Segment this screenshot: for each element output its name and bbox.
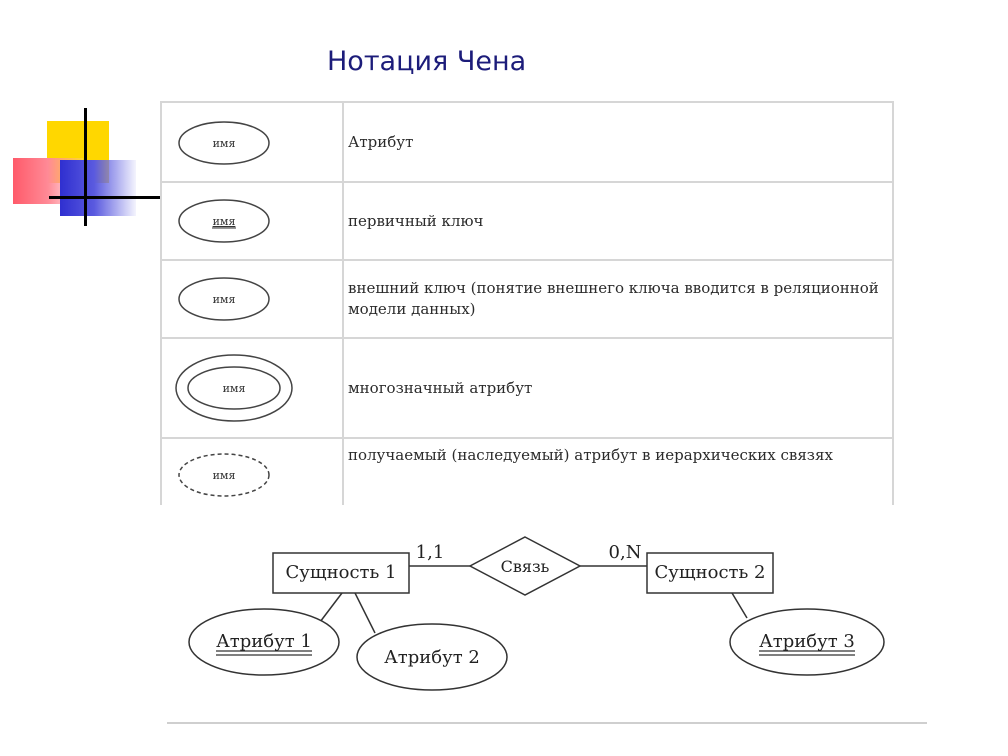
entity-1-label: Сущность 1 <box>285 562 397 583</box>
notation-row <box>161 182 893 260</box>
notation-description: внешний ключ (понятие внешнего ключа вводится в реляционной модели данных) <box>343 260 893 338</box>
notation-description: первичный ключ <box>343 182 893 260</box>
symbol-label: имя <box>222 382 246 395</box>
cardinality-right-label: 0,N <box>608 542 642 563</box>
multivalued-double-ellipse-symbol <box>162 339 342 437</box>
relationship-label: Связь <box>500 557 550 576</box>
foreign-key-ellipse-symbol <box>162 261 342 337</box>
symbol-cell <box>161 438 343 505</box>
footer-divider <box>167 722 927 724</box>
slide-title: Нотация Чена <box>327 46 527 77</box>
symbol-label: имя <box>212 137 236 150</box>
symbol-label: имя <box>212 469 236 482</box>
link-entity1-attribute2 <box>355 593 375 633</box>
entity-2-label: Сущность 2 <box>654 562 766 583</box>
symbol-cell <box>161 182 343 260</box>
er-example-diagram <box>180 530 900 700</box>
notation-row <box>161 438 893 505</box>
symbol-cell <box>161 260 343 338</box>
cardinality-left-label: 1,1 <box>415 542 445 563</box>
symbol-label: имя <box>212 293 236 306</box>
notation-table <box>160 101 894 505</box>
link-entity2-attribute3 <box>732 593 747 618</box>
notation-description: получаемый (наследуемый) атрибут в иерархических связях <box>343 438 893 505</box>
notation-row <box>161 260 893 338</box>
link-entity1-attribute1 <box>320 593 342 622</box>
attribute-1-label: Атрибут 1 <box>216 631 312 652</box>
symbol-cell <box>161 338 343 438</box>
notation-row <box>161 102 893 182</box>
attribute-ellipse-symbol <box>162 103 342 181</box>
attribute-2-label: Атрибут 2 <box>384 647 480 668</box>
notation-row <box>161 338 893 438</box>
attribute-3-label: Атрибут 3 <box>759 631 855 652</box>
deco-blue-square <box>60 160 136 216</box>
deco-horizontal-line <box>49 196 161 199</box>
deco-vertical-line <box>84 108 87 226</box>
derived-dashed-ellipse-symbol <box>162 445 342 505</box>
primary-key-ellipse-symbol <box>162 183 342 259</box>
notation-description: многозначный атрибут <box>343 338 893 438</box>
symbol-cell <box>161 102 343 182</box>
symbol-label: имя <box>212 215 236 228</box>
notation-description: Атрибут <box>343 102 893 182</box>
